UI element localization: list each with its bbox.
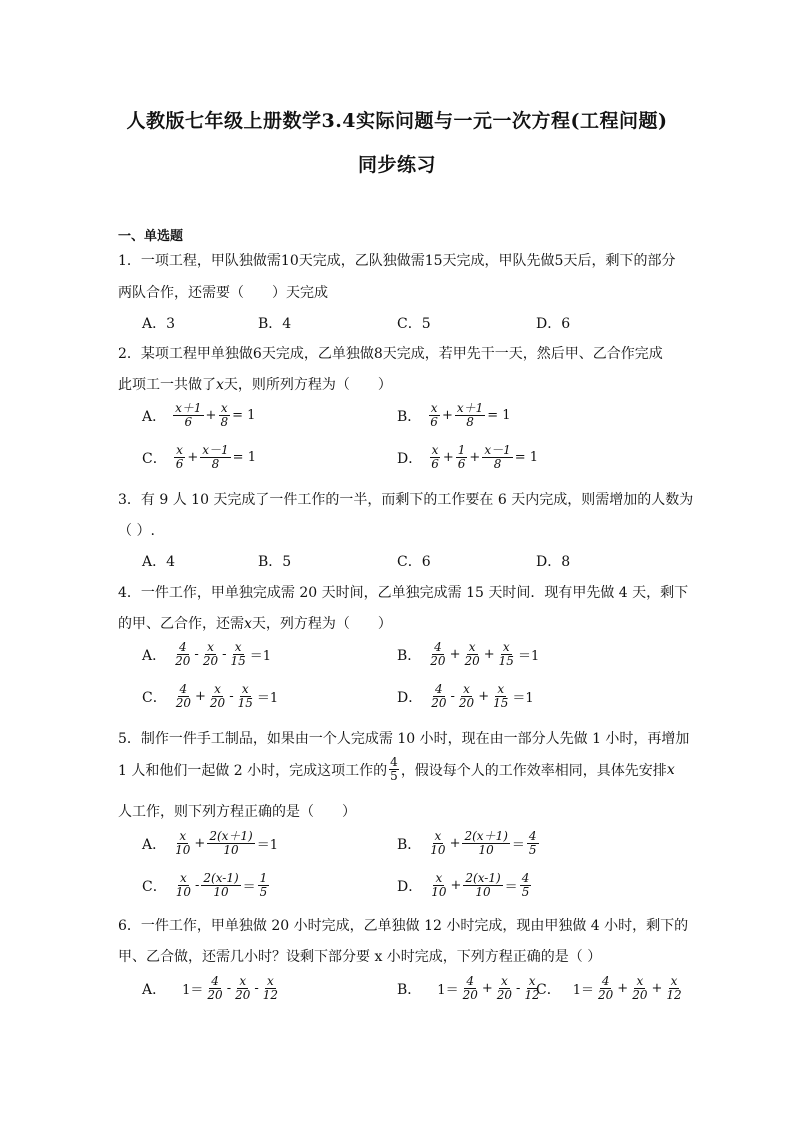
q6-option-b — [397, 975, 543, 1002]
fraction — [261, 975, 280, 1002]
q4-option-c — [142, 683, 279, 710]
equals-sign: ＝ — [242, 880, 256, 895]
operator: - — [195, 878, 200, 893]
denominator: 10 — [431, 885, 447, 899]
q1-option-b: B．4 — [258, 316, 292, 332]
denominator: 20 — [175, 696, 191, 710]
numerator: x — [430, 401, 438, 415]
denominator: 5 — [390, 769, 398, 783]
equation-lhs: 1＝ — [437, 983, 459, 998]
option-label: D． — [397, 450, 423, 467]
option-label: D． — [397, 878, 423, 895]
denominator: 12 — [666, 988, 682, 1002]
fraction — [520, 872, 532, 899]
q3-option-d: D．8 — [536, 554, 571, 570]
denominator: 20 — [464, 654, 480, 668]
fraction — [174, 872, 193, 899]
numerator: x — [501, 974, 508, 988]
fraction — [174, 444, 186, 471]
denominator: 15 — [237, 696, 253, 710]
q5-stem-line3: 人工作，则下列方程正确的是（ ） — [118, 804, 356, 820]
option-label: A． — [142, 836, 167, 853]
fraction — [630, 975, 649, 1002]
operator: + — [617, 981, 629, 996]
option-label: C． — [142, 878, 167, 895]
equation-rhs: = 1 — [232, 408, 256, 423]
fraction — [664, 975, 683, 1002]
denominator: 5 — [528, 843, 537, 857]
operator: - — [222, 647, 227, 662]
denominator: 6 — [184, 415, 193, 429]
operator: - — [226, 981, 232, 996]
denominator: 6 — [175, 457, 184, 471]
numerator: x－1 — [484, 443, 511, 457]
operator: + — [195, 689, 206, 704]
q1-option-c: C．5 — [397, 316, 431, 332]
fraction — [428, 402, 440, 429]
q5-stem-line1: 5．制作一件手工制品，如果由一个人完成需 10 小时，现在由一部分人先做 1 小时，再增加 — [118, 731, 690, 747]
fraction — [461, 975, 480, 1002]
numerator: x — [241, 682, 249, 696]
q4-stem-text-b: 天，列方程为（ ） — [251, 616, 392, 632]
fraction — [205, 975, 224, 1002]
denominator: 6 — [431, 457, 439, 471]
document-subtitle: 同步练习 — [357, 154, 436, 176]
q5-stem-text-a: 1 人和他们一起做 2 小时，完成这项工作的 — [118, 762, 388, 779]
q2-option-c — [142, 444, 257, 471]
fraction — [207, 830, 254, 857]
q3-stem-line2: （ ）. — [118, 523, 155, 539]
numerator: x — [528, 974, 536, 988]
q2-variable: x — [216, 377, 224, 393]
q2-stem-line2 — [118, 374, 392, 394]
fraction — [229, 641, 248, 668]
denominator: 20 — [175, 654, 191, 668]
option-label: D． — [397, 689, 423, 706]
operator: + — [441, 408, 453, 423]
operator: + — [449, 836, 461, 851]
fraction — [201, 872, 240, 899]
q3-option-a: A．4 — [142, 554, 176, 570]
denominator: 10 — [175, 843, 191, 857]
numerator: 1 — [457, 443, 466, 457]
q5-option-a — [142, 830, 279, 857]
q4-option-a — [142, 641, 272, 668]
denominator: 20 — [209, 696, 226, 710]
numerator: 2(x＋1) — [209, 829, 253, 843]
equals-sign: ＝ — [511, 838, 525, 853]
numerator: 4 — [434, 640, 442, 654]
denominator: 20 — [458, 696, 475, 710]
q5-option-d — [397, 872, 532, 899]
numerator: x＋1 — [456, 401, 484, 415]
equation-rhs: = 1 — [514, 450, 539, 465]
q3-stem-line1: 3．有 9 人 10 天完成了一件工作的一半，而剩下的工作要在 6 天内完成，则需增加的人数为 — [118, 492, 694, 508]
q2-option-b — [397, 402, 512, 429]
numerator: 2(x＋1) — [464, 829, 508, 843]
numerator: x－1 — [202, 443, 229, 457]
fraction — [173, 641, 192, 668]
operator: + — [205, 408, 217, 423]
fraction — [218, 402, 230, 429]
denominator: 10 — [175, 885, 191, 899]
equation-rhs: ＝1 — [517, 649, 540, 664]
operator: + — [449, 647, 461, 662]
fraction — [428, 830, 447, 857]
q1-option-a: A．3 — [142, 316, 176, 332]
operator: + — [478, 689, 490, 704]
numerator: x — [435, 871, 443, 885]
denominator: 20 — [632, 988, 648, 1002]
operator: + — [450, 878, 462, 893]
equation-rhs: ＝1 — [256, 838, 278, 853]
numerator: 4 — [179, 682, 188, 696]
equation-lhs: 1＝ — [572, 983, 594, 998]
denominator: 8 — [466, 415, 474, 429]
fraction — [455, 402, 485, 429]
fraction — [495, 975, 514, 1002]
numerator: 4 — [601, 974, 610, 988]
numerator: 4 — [435, 682, 443, 696]
numerator: x＋1 — [175, 401, 202, 415]
fraction — [208, 683, 227, 710]
fraction — [457, 683, 476, 710]
fraction — [491, 683, 510, 710]
denominator: 20 — [430, 654, 446, 668]
numerator: x — [434, 829, 442, 843]
numerator: 1 — [259, 871, 268, 885]
operator: + — [483, 647, 495, 662]
equation-rhs: = 1 — [487, 408, 511, 423]
fraction — [596, 975, 615, 1002]
option-label: C． — [142, 450, 167, 467]
q4-option-b — [397, 641, 540, 668]
numerator: 4 — [466, 974, 475, 988]
q1-option-d: D．6 — [536, 316, 571, 332]
operator: - — [229, 689, 234, 704]
q4-stem-line1: 4．一件工作，甲单独完成需 20 天时间，乙单独完成需 15 天时间．现有甲先做 4 天，剩下 — [118, 585, 689, 601]
numerator: x — [267, 974, 274, 988]
q4-option-d — [397, 683, 535, 710]
numerator: x — [502, 640, 510, 654]
numerator: x — [179, 829, 187, 843]
q5-stem-line2 — [118, 756, 675, 783]
option-label: B． — [397, 647, 422, 664]
equation-rhs: ＝1 — [256, 691, 279, 706]
fraction — [462, 830, 509, 857]
numerator: 4 — [211, 974, 219, 988]
equation-lhs: 1＝ — [182, 983, 204, 998]
numerator: 2(x-1) — [203, 871, 239, 885]
option-label: C． — [142, 689, 167, 706]
option-label: B． — [397, 408, 422, 425]
equals-sign: ＝ — [504, 880, 518, 895]
numerator: 4 — [178, 640, 187, 654]
operator: - — [516, 981, 521, 996]
numerator: x — [214, 682, 221, 696]
denominator: 10 — [213, 885, 229, 899]
q6-stem-line1: 6．一件工作，甲单独做 20 小时完成，乙单独做 12 小时完成，现由甲独做 4 小时，剩下的 — [118, 918, 689, 934]
fraction — [456, 444, 468, 471]
q2-option-a — [142, 402, 256, 429]
fraction — [497, 641, 516, 668]
numerator: 4 — [521, 871, 530, 885]
option-label: B． — [397, 836, 422, 853]
fraction — [173, 402, 203, 429]
denominator: 20 — [207, 988, 223, 1002]
fraction — [236, 683, 255, 710]
numerator: x — [220, 401, 228, 415]
numerator: 4 — [390, 755, 398, 769]
denominator: 15 — [493, 696, 509, 710]
denominator: 5 — [521, 885, 530, 899]
numerator: x — [463, 682, 470, 696]
denominator: 10 — [475, 885, 491, 899]
denominator: 20 — [431, 696, 447, 710]
denominator: 8 — [220, 415, 229, 429]
fraction — [200, 444, 230, 471]
numerator: 2(x-1) — [465, 871, 501, 885]
q6-option-a — [142, 975, 281, 1002]
operator: + — [481, 981, 493, 996]
q3-option-c: C．6 — [397, 554, 431, 570]
section-heading: 一、单选题 — [118, 229, 184, 244]
q4-stem-text-a: 的甲、乙合作，还需 — [118, 616, 244, 632]
operator: + — [187, 450, 199, 465]
denominator: 20 — [598, 988, 614, 1002]
numerator: x — [636, 974, 644, 988]
option-label: A． — [142, 981, 167, 998]
fraction — [173, 830, 192, 857]
denominator: 12 — [262, 988, 279, 1002]
q6-stem-line2: 甲、乙合做，还需几小时？设剩下部分要 x 小时完成，下列方程正确的是（ ） — [118, 949, 602, 965]
numerator: x — [431, 443, 439, 457]
denominator: 6 — [430, 415, 438, 429]
denominator: 20 — [462, 988, 478, 1002]
numerator: 4 — [528, 829, 537, 843]
q5-inline-fraction — [389, 756, 399, 783]
fraction — [233, 975, 252, 1002]
numerator: x — [176, 443, 183, 457]
q1-stem-line1: 1．一项工程，甲队独做需10天完成，乙队独做需15天完成，甲队先做5天后，剩下的部分 — [118, 253, 676, 269]
denominator: 8 — [493, 457, 502, 471]
denominator: 15 — [230, 654, 246, 668]
numerator: x — [497, 682, 505, 696]
denominator: 6 — [457, 457, 466, 471]
q2-option-d — [397, 444, 539, 471]
denominator: 20 — [202, 654, 219, 668]
denominator: 5 — [259, 885, 268, 899]
q2-stem-text-a: 此项工一共做了 — [118, 377, 216, 393]
option-label: B． — [397, 981, 422, 998]
q2-stem-line1: 2．某项工程甲单独做6天完成，乙单独做8天完成，若甲先干一天，然后甲、乙合作完成 — [118, 346, 663, 362]
denominator: 10 — [223, 843, 239, 857]
option-label: A． — [142, 647, 167, 664]
numerator: x — [670, 974, 678, 988]
numerator: x — [179, 871, 187, 885]
q5-option-c — [142, 872, 270, 899]
fraction — [258, 872, 270, 899]
option-label: A． — [142, 408, 167, 425]
q3-option-b: B．5 — [258, 554, 292, 570]
denominator: 10 — [430, 843, 446, 857]
denominator: 20 — [235, 988, 251, 1002]
fraction — [463, 872, 502, 899]
q6-option-c — [536, 975, 685, 1002]
q5-variable: x — [666, 761, 675, 778]
numerator: x — [207, 640, 214, 654]
denominator: 10 — [478, 843, 494, 857]
operator: + — [651, 981, 663, 996]
q5-option-b — [397, 830, 540, 857]
operator: - — [194, 647, 199, 662]
denominator: 8 — [211, 457, 220, 471]
denominator: 20 — [496, 988, 513, 1002]
fraction — [527, 830, 539, 857]
equation-rhs: ＝1 — [512, 691, 534, 706]
q4-stem-line2 — [118, 613, 392, 633]
operator: + — [194, 836, 206, 851]
equation-rhs: = 1 — [232, 450, 256, 465]
numerator: x — [468, 640, 476, 654]
equation-rhs: ＝1 — [249, 649, 272, 664]
operator: - — [450, 689, 455, 704]
denominator: 15 — [498, 654, 514, 668]
fraction — [428, 641, 447, 668]
document-title: 人教版七年级上册数学3.4实际问题与一元一次方程(工程问题) — [126, 110, 668, 132]
numerator: x — [239, 974, 247, 988]
operator: + — [469, 450, 481, 465]
q2-stem-text-b: 天，则所列方程为（ ） — [223, 377, 392, 393]
q5-stem-text-b: ，假设每个人的工作效率相同，具体先安排 — [400, 762, 667, 779]
q1-stem-line2: 两队合作，还需要（ ）天完成 — [118, 285, 328, 301]
fraction — [429, 444, 441, 471]
fraction — [174, 683, 193, 710]
operator: + — [442, 450, 454, 465]
fraction — [201, 641, 220, 668]
fraction — [482, 444, 512, 471]
fraction — [429, 683, 448, 710]
option-label: C． — [536, 981, 561, 998]
denominator: 12 — [524, 988, 540, 1002]
operator: - — [254, 981, 259, 996]
fraction — [462, 641, 481, 668]
fraction — [429, 872, 448, 899]
numerator: x — [234, 640, 242, 654]
q4-variable: x — [244, 616, 252, 632]
